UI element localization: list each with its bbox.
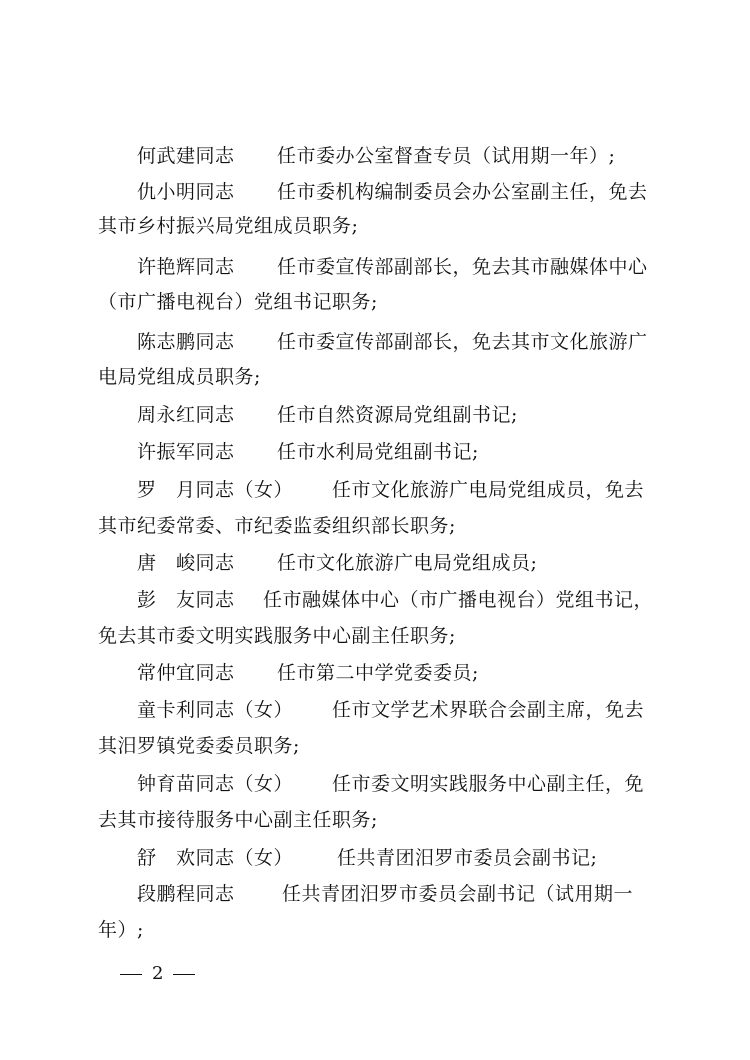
entry-text: 任市文化旅游广电局党组成员; <box>277 552 538 574</box>
entry-name: 周永红同志 <box>137 404 235 426</box>
page-footer <box>120 963 195 985</box>
entry-text: 任市第二中学党委委员; <box>277 662 479 684</box>
page-number: 2 <box>152 963 164 984</box>
entry-name: 彭 友同志 <box>137 589 235 611</box>
entry-text-continuation: （市广播电视台）党组书记职务; <box>98 291 378 313</box>
entry-text: 任市委宣传部副部长，免去其市融媒体中心 <box>277 256 648 278</box>
entry-text-continuation: 去其市接待服务中心副主任职务; <box>98 809 378 831</box>
entry-name: 许振军同志 <box>137 441 235 463</box>
entry-text: 任市委宣传部副部长，免去其市文化旅游广 <box>277 331 648 353</box>
entry-text: 任市委文明实践服务中心副主任，免 <box>332 773 645 795</box>
entry-text-continuation: 其市乡村振兴局党组成员职务; <box>98 215 359 237</box>
entry-text: 任市文学艺术界联合会副主席，免去 <box>332 699 645 721</box>
entry-text: 任市委机构编制委员会办公室副主任，免去 <box>277 181 648 203</box>
entry-text: 任市文化旅游广电局党组成员，免去 <box>332 479 645 501</box>
entry-text-continuation: 其市纪委常委、市纪委监委组织部长职务; <box>98 515 456 537</box>
footer-dash-left <box>120 974 142 975</box>
entry-name: 童卡利同志（女） <box>137 699 294 721</box>
entry-text-continuation: 其汨罗镇党委委员职务; <box>98 735 300 757</box>
entry-text: 任共青团汨罗市委员会副书记（试用期一 <box>282 883 634 905</box>
entry-name: 唐 峻同志 <box>137 552 235 574</box>
entry-name: 舒 欢同志（女） <box>137 847 294 869</box>
footer-dash-right <box>173 974 195 975</box>
entry-name: 钟育苗同志（女） <box>137 773 294 795</box>
entry-text: 任市水利局党组副书记; <box>277 441 479 463</box>
entry-name: 何武建同志 <box>137 145 235 167</box>
entry-text-continuation: 年）; <box>98 919 144 941</box>
entry-name: 段鹏程同志 <box>137 883 235 905</box>
entry-name: 罗 月同志（女） <box>137 479 294 501</box>
entry-text-continuation: 电局党组成员职务; <box>98 366 261 388</box>
entry-name: 常仲宜同志 <box>137 662 235 684</box>
entry-name: 陈志鹏同志 <box>137 331 235 353</box>
entry-text-continuation: 免去其市委文明实践服务中心副主任职务; <box>98 625 456 647</box>
entry-text: 任共青团汨罗市委员会副书记; <box>337 847 598 869</box>
entry-text: 任市自然资源局党组副书记; <box>277 404 518 426</box>
entry-name: 许艳辉同志 <box>137 256 235 278</box>
entry-text: 任市融媒体中心（市广播电视台）党组书记， <box>263 589 654 611</box>
entry-name: 仇小明同志 <box>137 181 235 203</box>
entry-text: 任市委办公室督查专员（试用期一年）; <box>277 145 616 167</box>
